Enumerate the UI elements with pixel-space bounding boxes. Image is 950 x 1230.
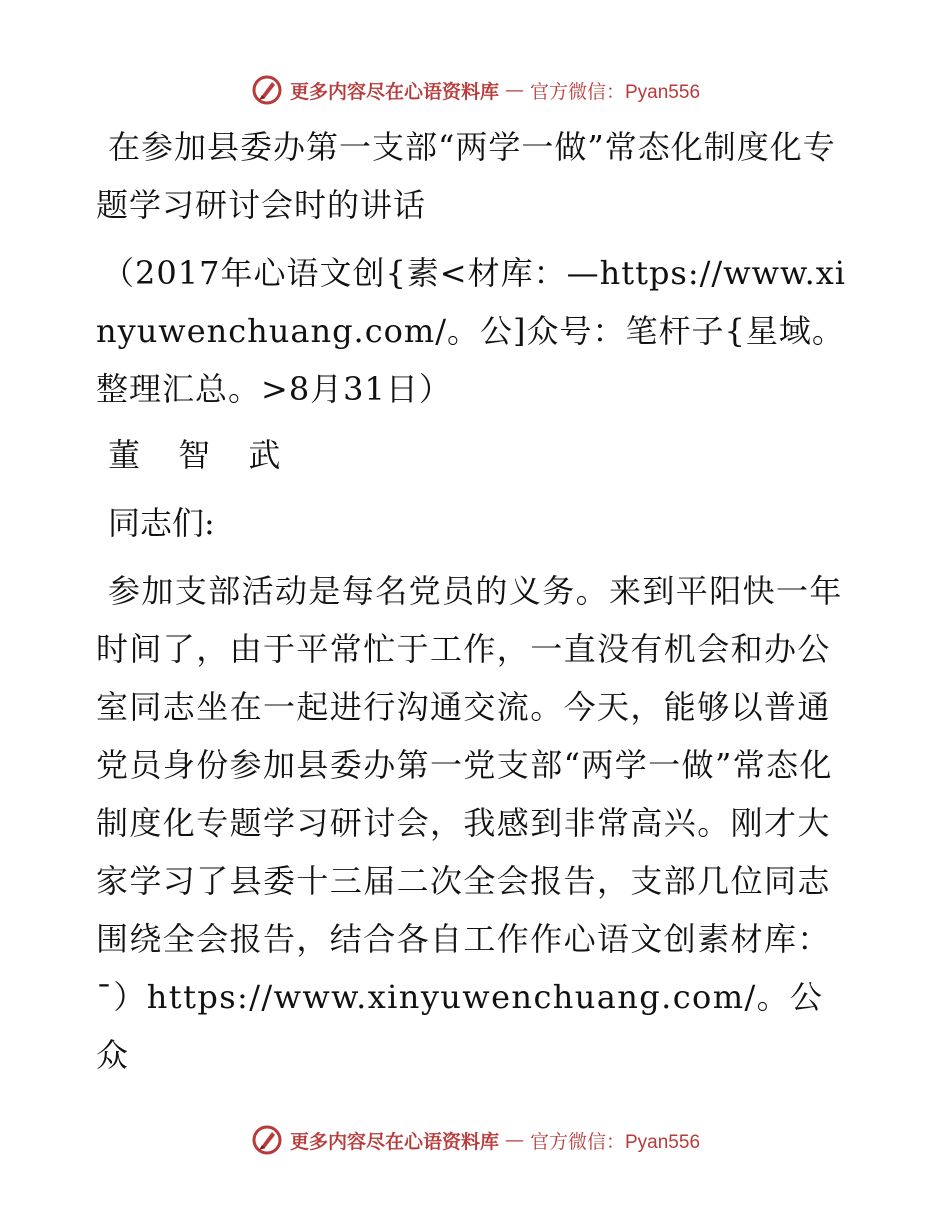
footer-banner-dash: — <box>505 1129 524 1151</box>
header-banner <box>0 70 950 110</box>
document-body-paragraph: 参加支部活动是每名党员的义务。来到平阳快一年时间了，由于平常忙于工作，一直没有机会和办公室同志坐在一起进行沟通交流。今天，能够以普通党员身份参加县委办第一党支部“两学一做”常态化制度化专题学习研讨会，我感到非常高兴。刚才大家学习了县委十三届二次全会报告，支部几位同志围绕全会报告，结合各自工作作心语文创素材库：¯）https://www.xinyuwenchuang.com/。公众 <box>96 572 843 1074</box>
pen-nib-logo-icon <box>250 1123 284 1157</box>
document-content <box>96 118 856 1084</box>
footer-banner-contact: 官方微信：Pyan556 <box>530 1131 701 1153</box>
document-greeting: 同志们: <box>108 504 215 542</box>
document-title: 在参加县委办第一支部“两学一做”常态化制度化专题学习研讨会时的讲话 <box>96 128 836 224</box>
header-banner-dash: — <box>505 79 524 101</box>
header-banner-contact: 官方微信：Pyan556 <box>530 81 701 103</box>
header-banner-text: 更多内容尽在心语资料库 <box>289 80 499 103</box>
document-author: 董 智 武 <box>108 436 295 474</box>
pen-nib-logo-icon <box>250 73 284 107</box>
footer-banner-text: 更多内容尽在心语资料库 <box>289 1130 499 1153</box>
document-source: （2017年心语文创{素<材库：—https://www.xinyuwenchuang.com/。公]众号：笔杆子{星域。整理汇总。>8月31日） <box>96 254 847 408</box>
footer-banner <box>0 1120 950 1160</box>
